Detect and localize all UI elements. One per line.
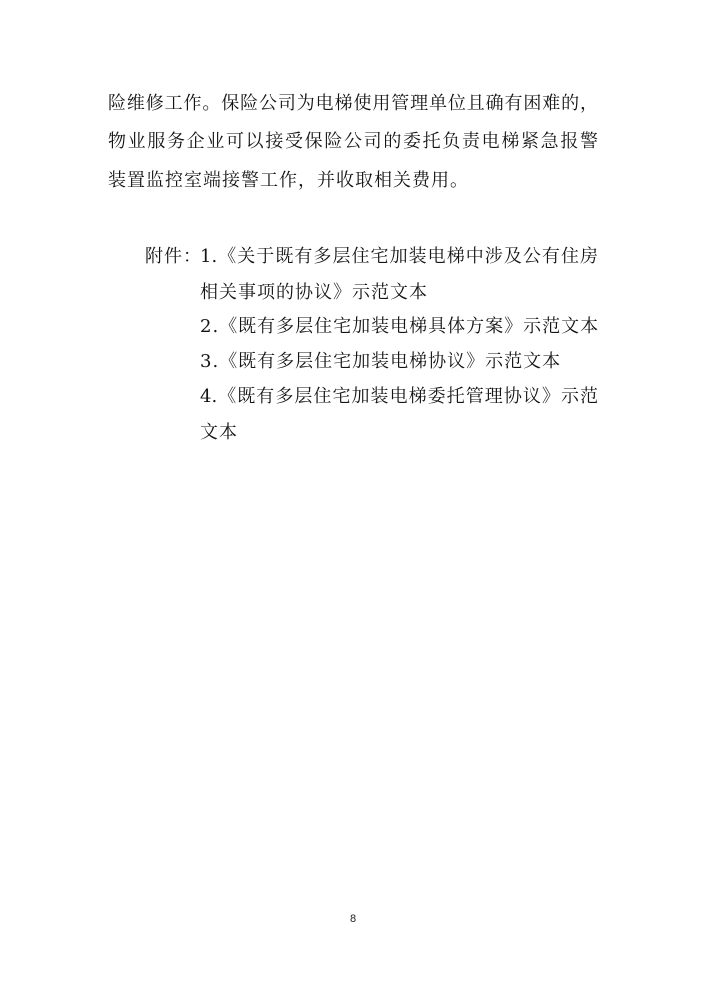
attachment-item-4-line-1 <box>200 386 598 408</box>
attachment-title-text: 《关于既有多层住宅加装电梯中涉及公有住房 <box>217 246 598 267</box>
attachment-item-1-line-2: 相关事项的协议》示范文本 <box>200 282 428 303</box>
attachment-title-text: 《既有多层住宅加装电梯委托管理协议》示范 <box>217 386 598 407</box>
attachment-number: 1. <box>200 246 218 267</box>
paragraph-line-3: 装置监控室端接警工作，并收取相关费用。 <box>108 170 469 191</box>
attachment-number: 2. <box>200 316 220 337</box>
attachment-title-text: 《既有多层住宅加装电梯具体方案》示范文本 <box>219 316 600 337</box>
paragraph-line-2: 物业服务企业可以接受保险公司的委托负责电梯紧急报警 <box>108 131 598 152</box>
attachment-number: 4. <box>200 386 218 407</box>
attachment-item-1-line-1 <box>200 246 598 268</box>
attachment-item-2-line-1 <box>200 316 599 338</box>
attachments-label: 附件： <box>145 246 202 267</box>
paragraph-line-1: 险维修工作。保险公司为电梯使用管理单位且确有困难的， <box>108 93 598 114</box>
attachment-item-4-line-2: 文本 <box>200 422 238 443</box>
attachment-item-3-line-1 <box>200 351 561 373</box>
attachment-title-text: 《既有多层住宅加装电梯协议》示范文本 <box>219 351 562 372</box>
page-number: 8 <box>349 913 357 925</box>
attachment-number: 3. <box>200 351 220 372</box>
